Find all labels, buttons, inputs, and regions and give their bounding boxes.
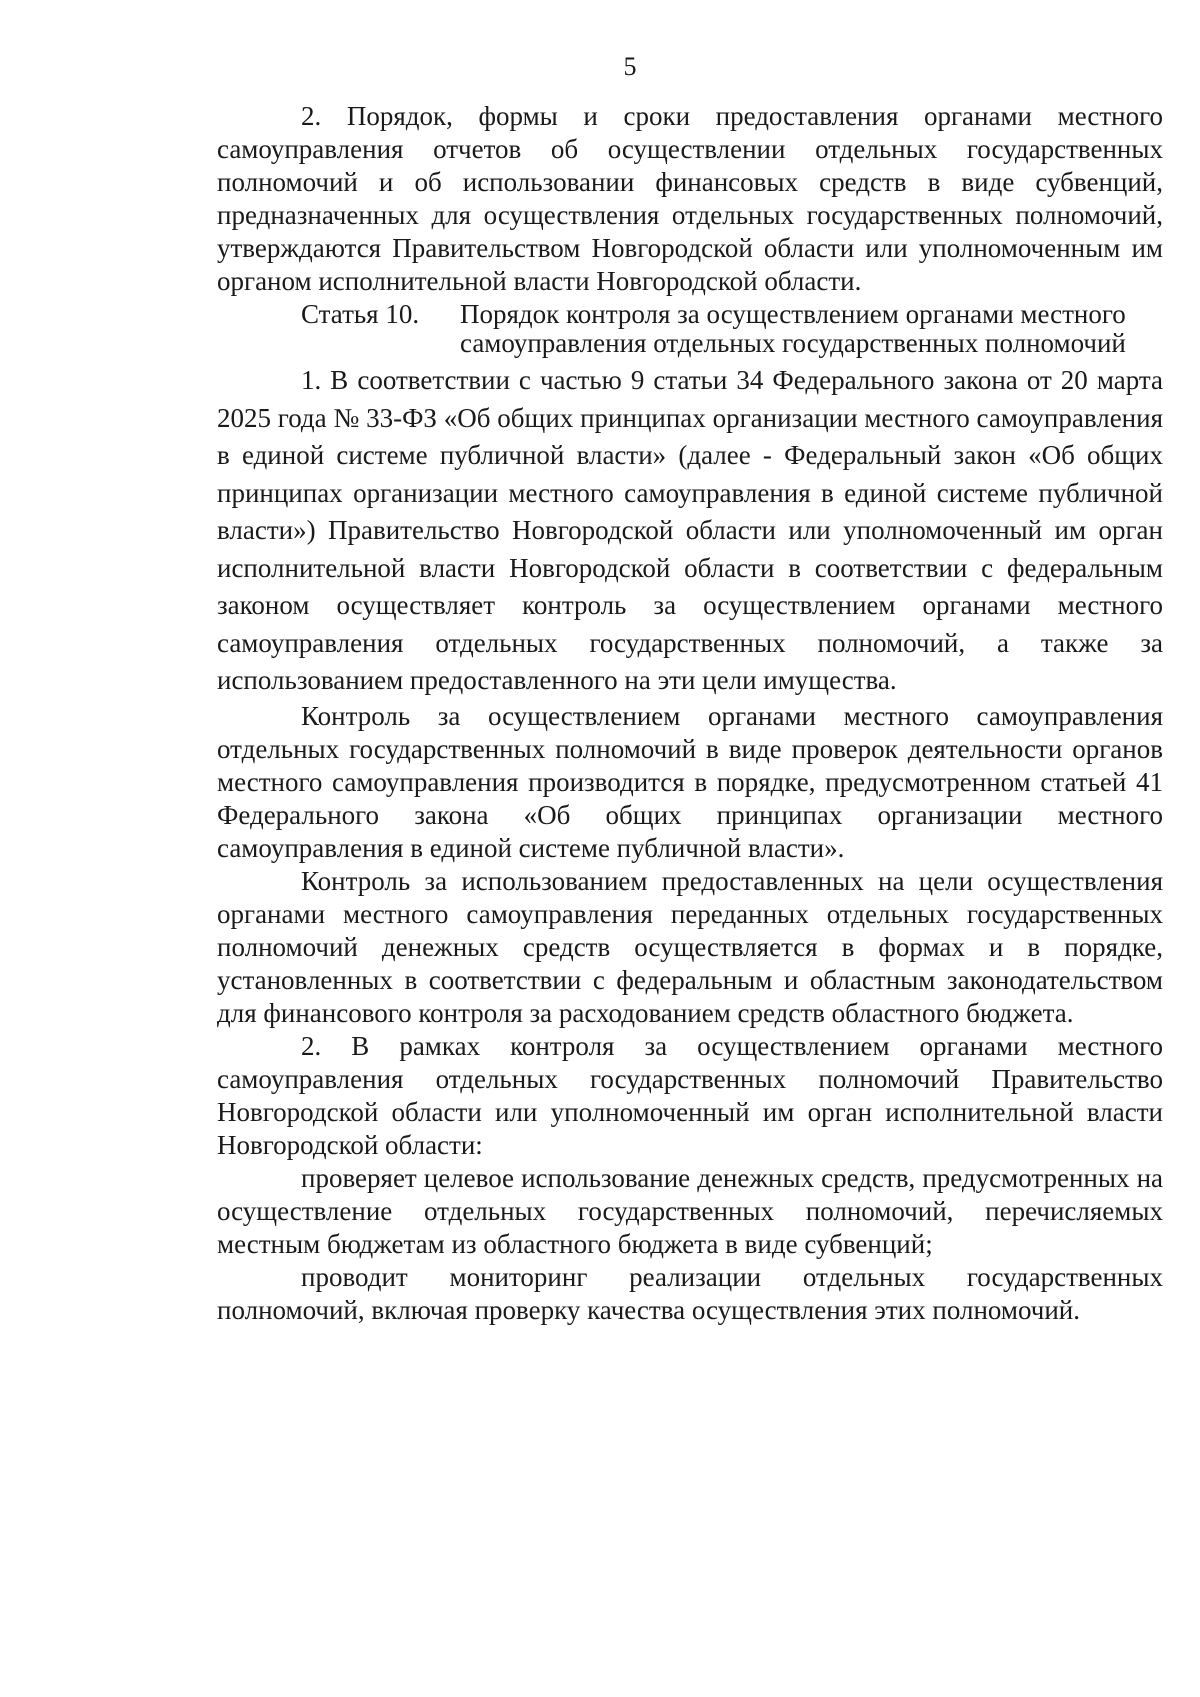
- page-number: 5: [623, 52, 637, 81]
- paragraph-checks-funds: проверяет целевое использование денежных средств, предусмотренных на осуществление отдельных государственных полномочий, перечисляемых местным бюджетам из областного бюджета в виде субвенций;: [217, 1162, 1163, 1259]
- paragraph-reports-procedure: 2. Порядок, формы и сроки предоставления органами местного самоуправления отчетов об осуществлении отдельных государственных полномочий и об использовании финансовых средств в виде субвенций, предназначенных для осуществления отдельных государственных полномочий, утверждаются Правительством Новгородской области или уполномоченным им органом исполнительной власти Новгородской области.: [217, 101, 1163, 296]
- paragraph-control-funds: Контроль за использованием предоставленных на цели осуществления органами местного самоуправления переданных отдельных государственных полномочий денежных средств осуществляется в формах и в порядке, установленных в соответствии с федеральным и областным законодательством для финансового контроля за расходованием средств областного бюджета.: [217, 865, 1163, 1028]
- article-number: Статья 10.: [301, 299, 420, 329]
- document-body: [217, 100, 1163, 1327]
- article-title: Порядок контроля за осуществлением органами местного самоуправления отдельных государственных полномочий: [460, 299, 1126, 358]
- article-heading: [217, 300, 1163, 358]
- paragraph-control-part-2: 2. В рамках контроля за осуществлением органами местного самоуправления отдельных государственных полномочий Правительство Новгородской области или уполномоченный им орган исполнительной власти Новгородской области:: [217, 1030, 1163, 1160]
- paragraph-control-part-1: 1. В соответствии с частью 9 статьи 34 Федерального закона от 20 марта 2025 года № 33-ФЗ «Об общих принципах организации местного самоуправления в единой системе публичной власти» (далее - Федеральный закон «Об общих принципах организации местного самоуправления в единой системе публичной власти») Правительство Новгородской области или уполномоченный им орган исполнительной власти Новгородской области в соответствии с федеральным законом осуществляет контроль за осуществлением органами местного самоуправления отдельных государственных полномочий, а также за использованием предоставленного на эти цели имущества.: [217, 365, 1163, 695]
- paragraph-control-inspections: Контроль за осуществлением органами местного самоуправления отдельных государственных полномочий в виде проверок деятельности органов местного самоуправления производится в порядке, предусмотренном статьей 41 Федерального закона «Об общих принципах организации местного самоуправления в единой системе публичной власти».: [217, 700, 1163, 863]
- paragraph-monitoring: проводит мониторинг реализации отдельных государственных полномочий, включая проверку качества осуществления этих полномочий.: [217, 1261, 1163, 1325]
